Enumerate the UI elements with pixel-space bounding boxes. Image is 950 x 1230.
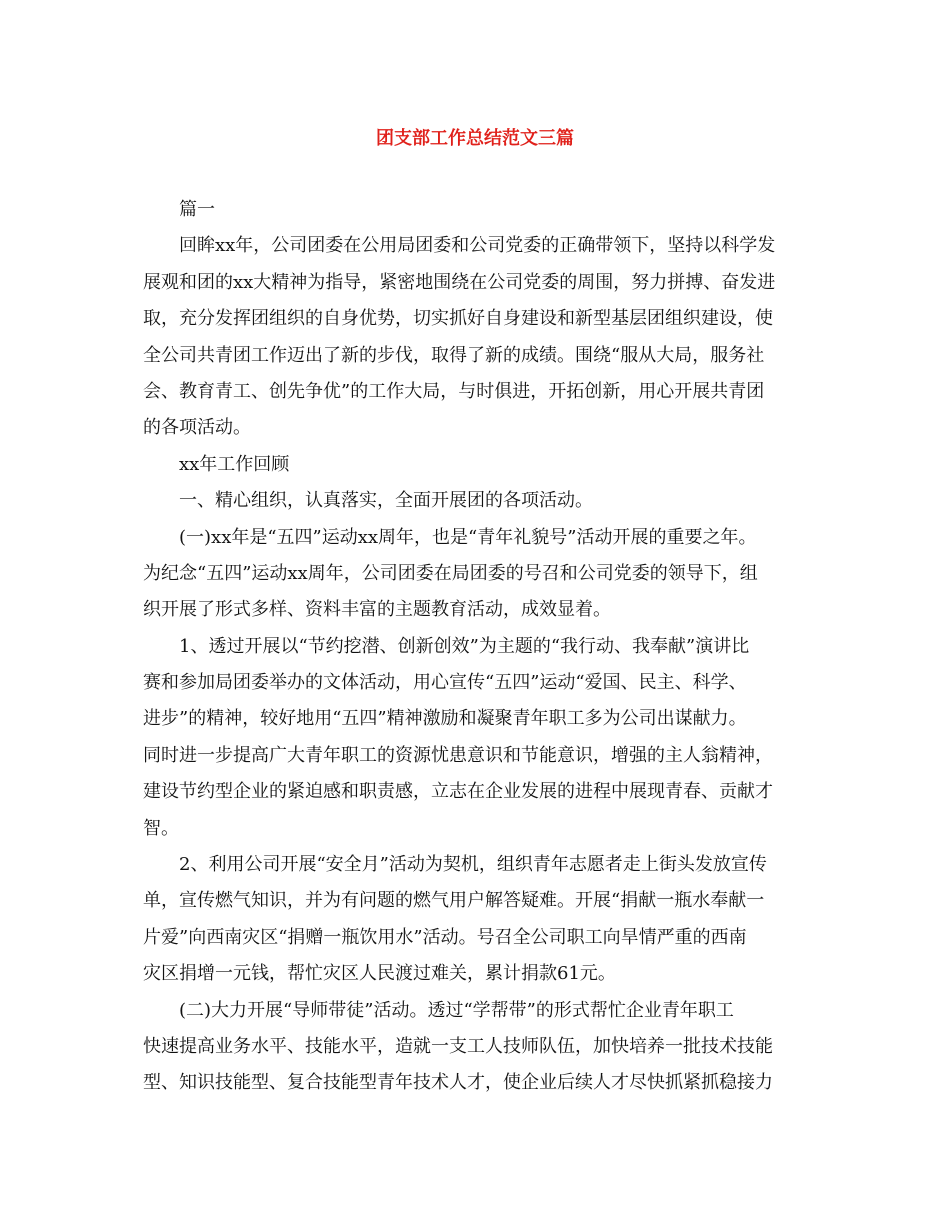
text-line: xx年工作回顾 [179, 453, 290, 475]
text-line: 单，宣传燃气知识，并为有问题的燃气用户解答疑难。开展“捐献一瓶水奉献一 [143, 890, 765, 912]
text-line: 灾区捐增一元钱，帮忙灾区人民渡过难关，累计捐款61元。 [143, 963, 616, 985]
text-line: 智。 [143, 817, 179, 839]
text-line: 全公司共青团工作迈出了新的步伐，取得了新的成绩。围绕“服从大局，服务社 [143, 344, 765, 366]
text-line: 织开展了形式多样、资料丰富的主题教育活动，成效显着。 [143, 599, 611, 621]
text-line: 片爱”向西南灾区“捐赠一瓶饮用水”活动。号召全公司职工向旱情严重的西南 [143, 926, 747, 948]
text-line: 展观和团的xx大精神为指导，紧密地围绕在公司党委的周围，努力拼搏、奋发进 [143, 271, 776, 293]
text-line: 同时进一步提高广大青年职工的资源忧患意识和节能意识，增强的主人翁精神， [143, 744, 773, 766]
text-line: 进步”的精神，较好地用“五四”精神激励和凝聚青年职工多为公司出谋献力。 [143, 708, 747, 730]
text-line: 快速提高业务水平、技能水平，造就一支工人技师队伍，加快培养一批技术技能 [143, 1035, 773, 1057]
document-body [143, 192, 803, 1102]
text-line: 会、教育青工、创先争优”的工作大局，与时俱进，开拓创新，用心开展共青团 [143, 380, 765, 402]
text-line: 赛和参加局团委举办的文体活动，用心宣传“五四”运动“爱国、民主、科学、 [143, 672, 747, 694]
text-line: 取，充分发挥团组织的自身优势，切实抓好自身建设和新型基层团组织建设，使 [143, 308, 773, 330]
text-line: 为纪念“五四”运动xx周年，公司团委在局团委的号召和公司党委的领导下，组 [143, 562, 758, 584]
text-line: 建设节约型企业的紧迫感和职责感，立志在企业发展的进程中展现青春、贡献才 [143, 781, 773, 803]
text-line: 2、利用公司开展“安全月”活动为契机，组织青年志愿者走上街头发放宣传 [179, 854, 767, 876]
text-line: (一)xx年是“五四”运动xx周年，也是“青年礼貌号”活动开展的重要之年。 [179, 526, 757, 548]
text-line: 1、透过开展以“节约挖潜、创新创效”为主题的“我行动、我奉献”演讲比 [179, 635, 750, 657]
text-line: 的各项活动。 [143, 417, 251, 439]
document-title: 团支部工作总结范文三篇 [376, 128, 574, 149]
text-line: 回眸xx年，公司团委在公用局团委和公司党委的正确带领下，坚持以科学发 [179, 235, 776, 257]
text-line: (二)大力开展“导师带徒”活动。透过“学帮带”的形式帮忙企业青年职工 [179, 999, 734, 1021]
text-line: 一、精心组织，认真落实，全面开展团的各项活动。 [179, 490, 593, 512]
text-line: 篇一 [179, 199, 215, 220]
text-line: 型、知识技能型、复合技能型青年技术人才，使企业后续人才尽快抓紧抓稳接力 [143, 1072, 773, 1094]
